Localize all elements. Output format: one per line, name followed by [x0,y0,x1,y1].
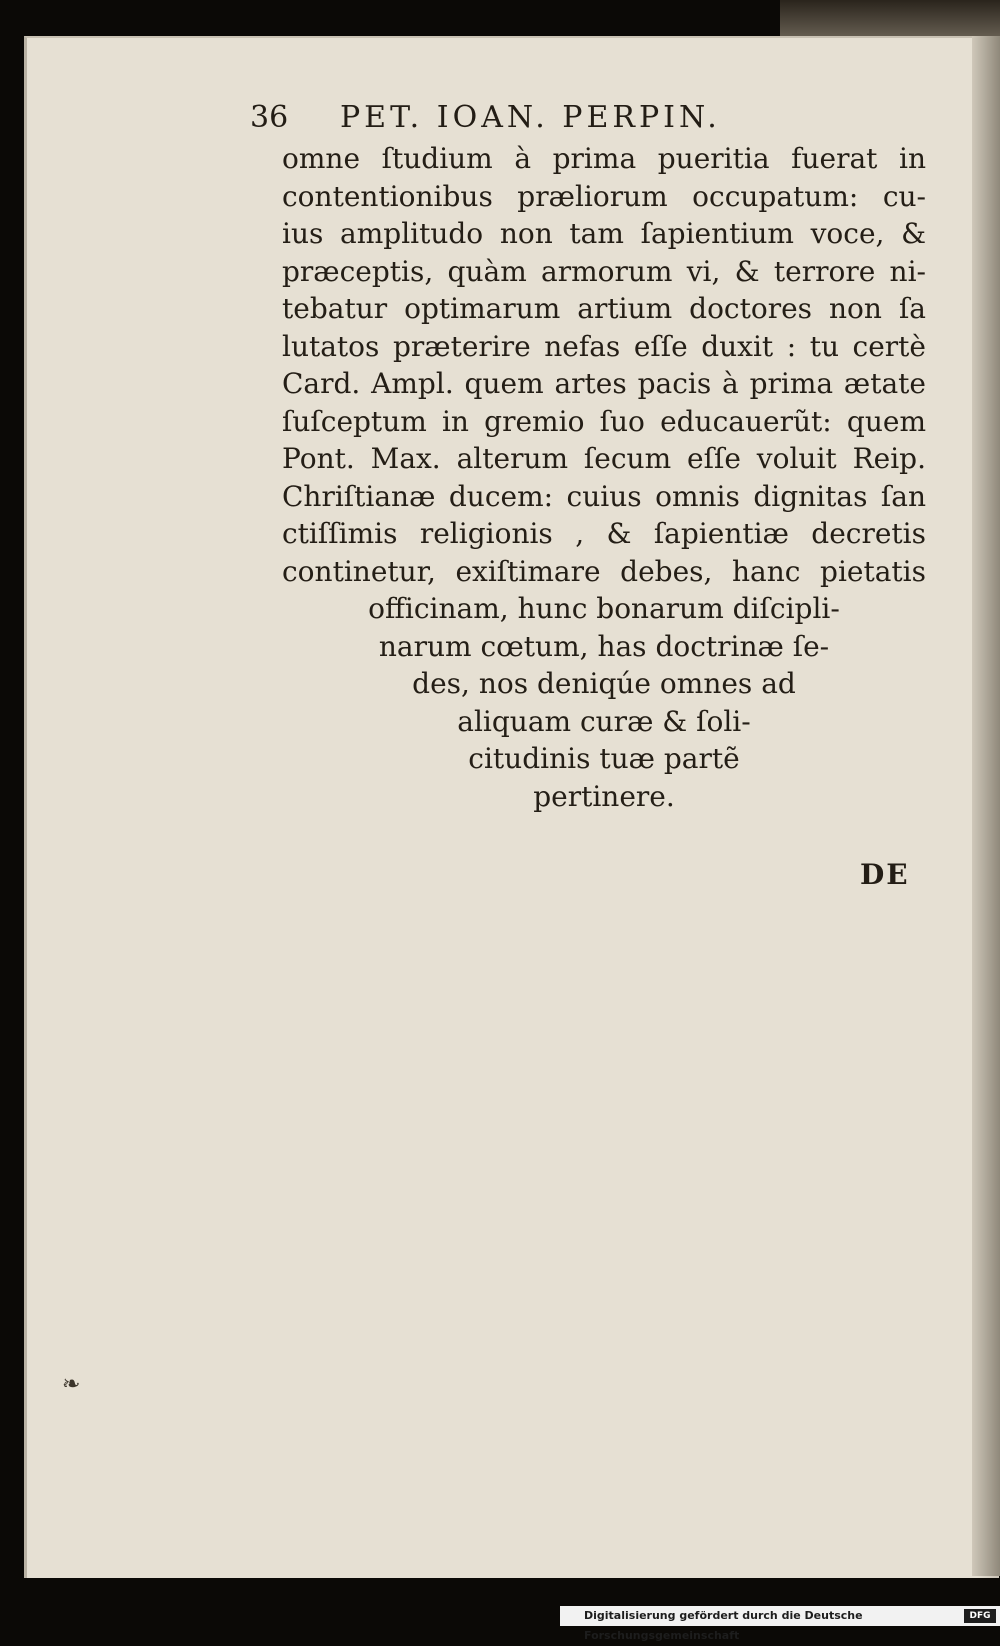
text-line: ius amplitudo non tam ſapientium voce, & [282,217,926,250]
text-line: lutatos præterire nefas eſſe duxit : tu certè [282,329,926,363]
text-line: omne ſtudium à prima pueritia fuerat in [282,142,926,175]
running-head: PET. IOAN. PERPIN. [340,100,721,135]
text-line: ſuſceptum in gremio ſuo educauerũt: quem [282,404,926,438]
funding-notice: Digitalisierung gefördert durch die Deutsche Forschungsgemeinschaft [584,1609,863,1642]
catchword: DE [860,858,910,891]
printer-ornament-icon: ❧ [62,1372,81,1397]
page-header [250,100,820,140]
text-line: tebatur optimarum artium doctores non ſa [282,292,926,325]
dfg-logo: DFG [964,1609,996,1623]
text-line: officinam, hunc bonarum diſcipli- [368,592,840,625]
text-line: aliquam curæ & ſoli- [457,704,751,738]
text-line: ctiſſimis religionis , & ſapientiæ decretis [282,517,926,550]
text-line: Chriſtianæ ducem: cuius omnis dignitas ſan [282,479,926,513]
page-number: 36 [250,100,289,135]
body-text [282,140,932,815]
text-line: pertinere. [533,779,675,813]
text-line: Pont. Max. alterum ſecum eſſe voluit Reip. [282,442,926,475]
text-line: præceptis, quàm armorum vi, & terrore ni- [282,254,926,288]
text-line: narum cœtum, has doctrinæ ſe- [378,629,830,663]
digitization-footer [560,1606,1000,1642]
text-line: contentionibus præliorum occupatum: cu- [282,179,926,213]
text-line: continetur, exiſtimare debes, hanc pietatis [282,554,926,588]
text-line: des, nos deniqúe omnes ad [412,667,796,700]
text-line: Card. Ampl. quem artes pacis à prima ætate [282,367,926,400]
text-line: citudinis tuæ partẽ [468,742,740,775]
book-edge-right [972,36,1000,1576]
